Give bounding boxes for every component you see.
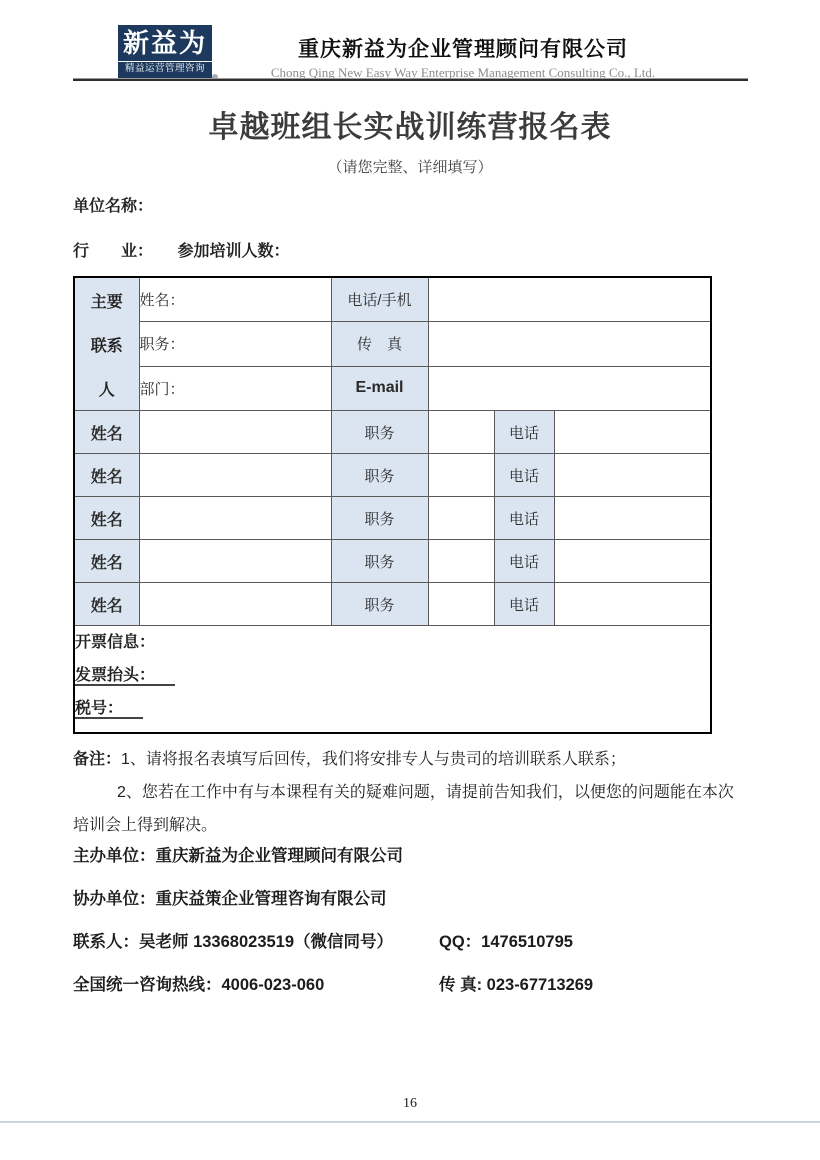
attendee-5-title-input[interactable] xyxy=(428,583,494,626)
attendee-2-name-input[interactable] xyxy=(139,454,331,497)
contact-email-input[interactable] xyxy=(428,366,711,411)
attendee-1-name-label: 姓名 xyxy=(74,411,139,454)
attendee-3-phone-input[interactable] xyxy=(554,497,711,540)
main-contact-line-1: 主要 xyxy=(90,293,123,311)
attendee-2-title-label: 职务 xyxy=(331,454,428,497)
attendee-1-title-label: 职务 xyxy=(331,411,428,454)
contact-department-label: 部门： xyxy=(139,366,331,411)
email-header: E-mail xyxy=(331,366,428,411)
attendee-2-phone-label: 电话 xyxy=(494,454,554,497)
co-organizer-line: 协办单位：重庆益策企业管理咨询有限公司 xyxy=(73,890,387,908)
contact-person-line xyxy=(73,931,748,974)
main-contact-line-2: 联系 xyxy=(90,337,123,355)
attendee-4-name-input[interactable] xyxy=(139,540,331,583)
industry-line xyxy=(73,238,289,261)
attendee-3-title-label: 职务 xyxy=(331,497,428,540)
note-item-1: 1、请将报名表填写后回传，我们将安排专人与贵司的培训联系人联系； xyxy=(121,751,626,768)
logo-title: 新益为 xyxy=(122,28,207,58)
contact-title-label: 职务： xyxy=(139,322,331,367)
main-contact-line-3: 人 xyxy=(98,381,115,399)
attendee-2-phone-input[interactable] xyxy=(554,454,711,497)
contact-phone-input[interactable] xyxy=(428,277,711,322)
header xyxy=(73,0,748,80)
attendee-1-phone-input[interactable] xyxy=(554,411,711,454)
header-divider xyxy=(73,78,748,81)
attendee-4-phone-input[interactable] xyxy=(554,540,711,583)
phone-mobile-header: 电话/手机 xyxy=(331,277,428,322)
qq-number: QQ：1476510795 xyxy=(439,933,573,951)
contact-fax-input[interactable] xyxy=(428,322,711,367)
company-name-en: Chong Qing New Easy Way Enterprise Management Consulting Co., Ltd. xyxy=(270,65,656,80)
invoice-info-label: 开票信息： xyxy=(75,634,156,651)
fax-header: 传 真 xyxy=(331,322,428,367)
contact-person: 联系人：吴老师 13368023519（微信同号） xyxy=(73,933,394,951)
organizer-info xyxy=(73,845,748,1017)
attendee-1-phone-label: 电话 xyxy=(494,411,554,454)
invoice-tax-no-field[interactable]: 税号： xyxy=(75,692,710,725)
attendee-1-name-input[interactable] xyxy=(139,411,331,454)
attendee-row xyxy=(74,497,711,540)
notes-label: 备注： xyxy=(73,751,122,768)
attendee-1-title-input[interactable] xyxy=(428,411,494,454)
attendee-row xyxy=(74,454,711,497)
attendee-2-title-input[interactable] xyxy=(428,454,494,497)
attendee-4-name-label: 姓名 xyxy=(74,540,139,583)
main-contact-header xyxy=(74,277,139,411)
attendee-5-phone-input[interactable] xyxy=(554,583,711,626)
attendee-row xyxy=(74,411,711,454)
notes-block xyxy=(73,743,735,842)
footer-divider xyxy=(0,1121,820,1123)
page-number: 16 xyxy=(403,1096,417,1111)
logo-subtitle: 精益运营管理咨询 xyxy=(118,61,212,75)
registration-table xyxy=(73,276,712,734)
contact-name-label: 姓名： xyxy=(139,277,331,322)
invoice-payable-field[interactable]: 发票抬头： xyxy=(75,659,710,692)
attendee-5-name-input[interactable] xyxy=(139,583,331,626)
attendee-3-title-input[interactable] xyxy=(428,497,494,540)
invoice-info-cell xyxy=(74,626,711,733)
unit-name-label: 单位名称： xyxy=(73,198,154,215)
company-name-cn: 重庆新益为企业管理顾问有限公司 xyxy=(298,38,628,61)
attendee-5-phone-label: 电话 xyxy=(494,583,554,626)
attendee-4-phone-label: 电话 xyxy=(494,540,554,583)
attendee-5-name-label: 姓名 xyxy=(74,583,139,626)
page-title: 卓越班组长实战训练营报名表 xyxy=(208,111,612,144)
attendee-2-name-label: 姓名 xyxy=(74,454,139,497)
industry-label: 行 业： xyxy=(73,243,154,260)
note-item-2: 2、您若在工作中有与本课程有关的疑难问题，请提前告知我们，以便您的问题能在本次培训会上得到解决。 xyxy=(73,784,734,834)
attendee-3-name-label: 姓名 xyxy=(74,497,139,540)
hotline-number: 全国统一咨询热线：4006-023-060 xyxy=(73,976,325,994)
company-name-block xyxy=(223,33,703,81)
attendee-row xyxy=(74,583,711,626)
attendee-row xyxy=(74,540,711,583)
trainee-count-label: 参加培训人数： xyxy=(177,243,290,260)
hotline-line xyxy=(73,974,748,1017)
company-logo xyxy=(118,25,212,78)
attendee-5-title-label: 职务 xyxy=(331,583,428,626)
attendee-3-phone-label: 电话 xyxy=(494,497,554,540)
attendee-4-title-label: 职务 xyxy=(331,540,428,583)
attendee-4-title-input[interactable] xyxy=(428,540,494,583)
fax-number: 传 真: 023-67713269 xyxy=(439,976,594,994)
attendee-3-name-input[interactable] xyxy=(139,497,331,540)
page-subtitle: （请您完整、详细填写） xyxy=(327,159,493,176)
host-organizer-line: 主办单位：重庆新益为企业管理顾问有限公司 xyxy=(73,847,403,865)
